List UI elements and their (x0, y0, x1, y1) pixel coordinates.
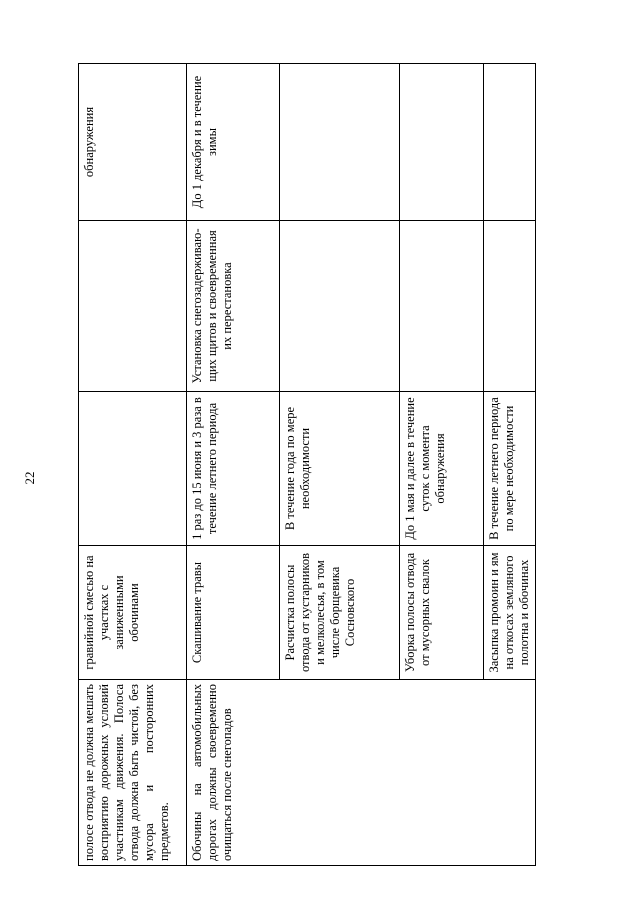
requirement-cell: полосе отвода не должна мешать восприятию дорожных условий участникам движения. Полоса отвода должна быть чистой, без мусора и посторонних предметов. (79, 680, 187, 866)
rotated-table-container (78, 64, 531, 866)
measure-cell (400, 221, 484, 392)
page-number: 22 (22, 471, 37, 485)
frequency-cell: В течение года по мере необходимости (280, 392, 400, 546)
deadline-cell (400, 64, 484, 221)
measure-cell (280, 221, 400, 392)
frequency-cell: До 1 мая и далее в течение суток с момента обнаружения (400, 392, 484, 546)
frequency-cell: В течение летнего периода по мере необходимости (484, 392, 536, 546)
deadline-cell (280, 64, 400, 221)
table-area (78, 64, 531, 866)
work-cell: Засыпка промоин и ям на откосах земляного полотна и обочинах (484, 546, 536, 680)
table-row (79, 64, 187, 866)
measure-cell (484, 221, 536, 392)
measure-cell (79, 221, 187, 392)
work-cell: Расчистка полосы отвода от кустарников и мелколесья, в том числе борщевика Сосновского (280, 546, 400, 680)
frequency-cell (79, 392, 187, 546)
deadline-cell: До 1 декабря и в течение зимы (187, 64, 280, 221)
table-row (187, 64, 280, 866)
deadline-cell: обнаружения (79, 64, 187, 221)
requirement-cell: Обочины на автомобильных дорогах должны своевременно очищаться после снегопадов (187, 680, 536, 866)
maintenance-table (78, 63, 536, 866)
work-cell: Уборка полосы отвода от мусорных свалок (400, 546, 484, 680)
frequency-cell: 1 раз до 15 июня и 3 раза в течение летнего периода (187, 392, 280, 546)
work-cell: Скашивание травы (187, 546, 280, 680)
work-cell: гравийной смесью на участках с заниженными обочинами (79, 546, 187, 680)
measure-cell: Установка снегозадерживаю-щих щитов и своевременная их перестановка (187, 221, 280, 392)
deadline-cell (484, 64, 536, 221)
